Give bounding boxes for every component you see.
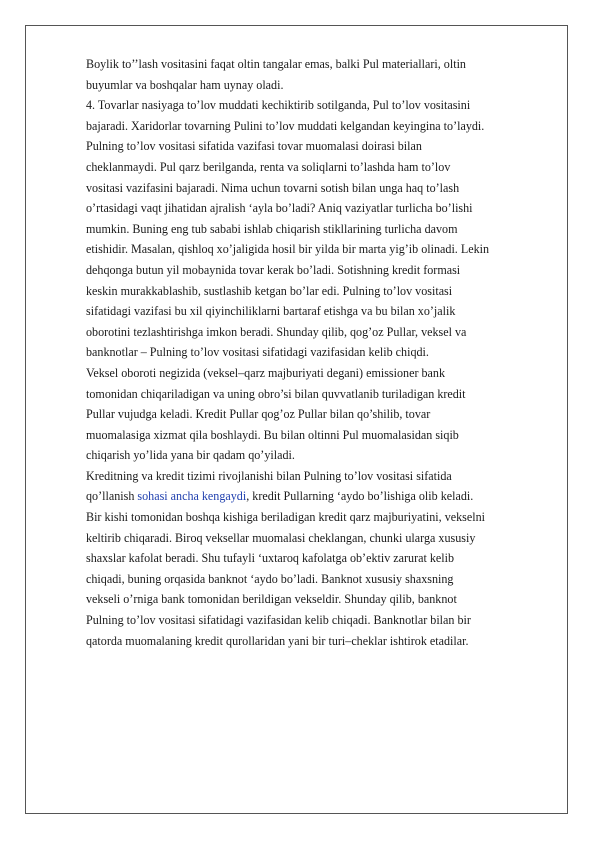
text-line: tomonidan chiqariladigan va uning obro’si bilan quvvatlanib turiladigan kredit <box>86 386 466 401</box>
text-line: vositasi vazifasini bajaradi. Nima uchun tovarni sotish bilan unga haq to’lash <box>86 180 460 195</box>
text-line: banknotlar – Pulning to’lov vositasi sifatidagi vazifasidan kelib chiqdi. <box>86 345 429 360</box>
text-line: vekseli o’rniga bank tomonidan berildigan vekseldir. Shunday qilib, banknot <box>86 592 457 607</box>
text-line: Veksel oboroti negizida (veksel–qarz majburiyati degani) emissioner bank <box>86 365 446 380</box>
text-line: shaxslar kafolat beradi. Shu tufayli ‘uxtaroq kafolatga ob’ektiv zarurat kelib <box>86 551 455 566</box>
text-line: Kreditning va kredit tizimi rivojlanishi bilan Pulning to’lov vositasi sifatida <box>86 468 452 483</box>
text-line: sifatidagi vazifasi bu xil qiyinchiliklarni bartaraf etishga va bu bilan xo’jalik <box>86 304 456 319</box>
text-line: oborotini tezlashtirishga imkon beradi. Shunday qilib, qog’oz Pullar, veksel va <box>86 324 467 339</box>
text-line: etishidir. Masalan, qishloq xo’jaligida hosil bir yilda bir marta yig’ib olinadi. Lekin <box>86 242 490 257</box>
document-body <box>86 54 566 651</box>
text-line: buyumlar va boshqalar ham uynay oladi. <box>86 77 284 92</box>
text-line: Pullar vujudga keladi. Kredit Pullar qog’oz Pullar bilan qo’shilib, tovar <box>86 407 431 422</box>
text-line: muomalasiga xizmat qila boshlaydi. Bu bilan oltinni Pul muomalasidan siqib <box>86 427 459 442</box>
text-line: mumkin. Buning eng tub sababi ishlab chiqarish stikllarining turlicha davom <box>86 221 458 236</box>
text-segment: qo’llanish <box>86 489 138 504</box>
text-line: 4. Tovarlar nasiyaga to’lov muddati kechiktirib sotilganda, Pul to’lov vositasini <box>86 98 471 113</box>
text-line: chiqadi, buning orqasida banknot ‘aydo bo’ladi. Banknot xususiy shaxsning <box>86 571 454 586</box>
text-line: Boylik to’’lash vositasini faqat oltin tangalar emas, balki Pul materiallari, oltin <box>86 57 466 71</box>
text-line: Pulning to’lov vositasi sifatidagi vazifasidan kelib chiqadi. Banknotlar bilan bir <box>86 613 471 628</box>
text-line: bajaradi. Xaridorlar tovarning Pulini to’lov muddati kelgandan keyingina to’laydi. <box>86 118 485 133</box>
text-line: keskin murakkablashib, sustlashib ketgan bo’lar edi. Pulning to’lov vositasi <box>86 283 453 298</box>
text-segment: , kredit Pullarning ‘aydo bo’lishiga olib keladi. <box>246 489 474 504</box>
text-line: cheklanmaydi. Pul qarz berilganda, renta va soliqlarni to’lashda ham to’lov <box>86 159 451 174</box>
text-line: o’rtasidagi vaqt jihatidan ajralish ‘ayla bo’ladi? Aniq vaziyatlar turlicha bo’lishi <box>86 201 473 216</box>
text-line-with-link <box>86 486 566 507</box>
text-line: qatorda muomalaning kredit qurollaridan yani bir turi–cheklar ishtirok etadilar. <box>86 633 469 648</box>
text-line: Pulning to’lov vositasi sifatida vazifasi tovar muomalasi doirasi bilan <box>86 139 422 154</box>
text-line: Bir kishi tomonidan boshqa kishiga beriladigan kredit qarz majburiyatini, vekselni <box>86 510 486 525</box>
text-line: dehqonga butun yil mobaynida tovar kerak bo’ladi. Sotishning kredit formasi <box>86 262 461 277</box>
text-line: chiqarish yo’lida yana bir qadam qo’yiladi. <box>86 448 295 463</box>
text-line: keltirib chiqaradi. Biroq veksellar muomalasi cheklangan, chunki ularga xususiy <box>86 530 476 545</box>
hyperlink-sohasi-ancha-kengaydi[interactable]: sohasi ancha kengaydi <box>137 489 247 504</box>
